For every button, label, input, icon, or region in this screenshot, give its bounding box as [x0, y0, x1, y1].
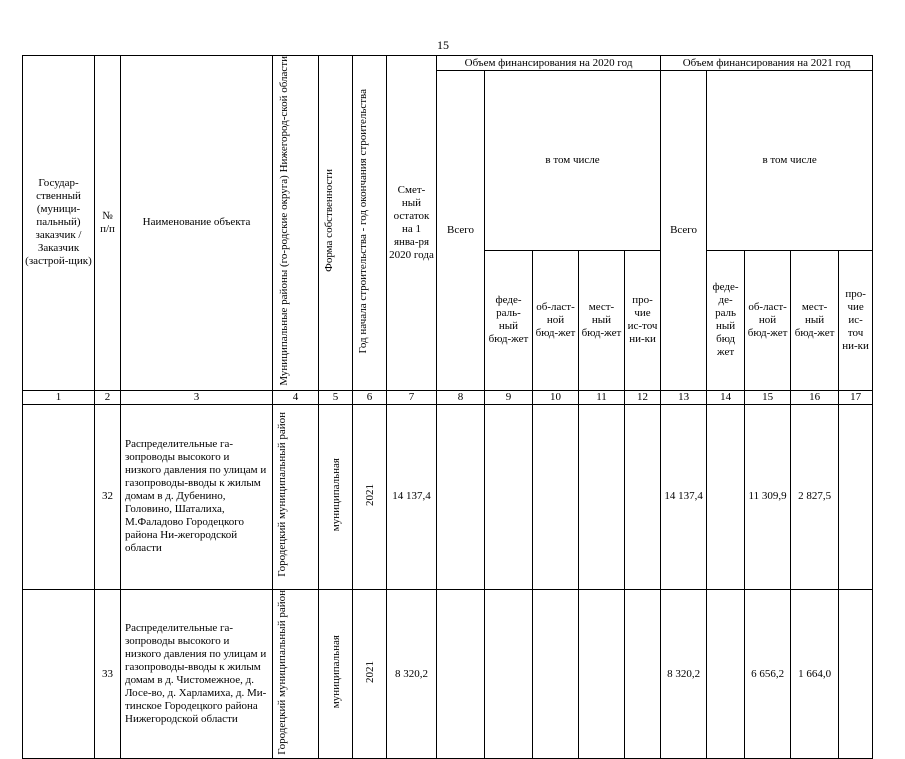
- header-ownership: Форма собственности: [319, 56, 353, 391]
- header-local-2021: мест-ный бюд-жет: [791, 250, 839, 390]
- header-total-2021: Всего: [661, 71, 707, 391]
- col-number: 14: [707, 390, 745, 404]
- cell-federal-2021: [707, 404, 745, 589]
- header-object-name: Наименование объекта: [121, 56, 273, 391]
- header-customer: Государ-ственный (муници-пальный) заказчик / Заказчик (застрой-щик): [23, 56, 95, 391]
- header-federal-2021: феде-де-раль ный бюд жет: [707, 250, 745, 390]
- cell-total-2020: [437, 404, 485, 589]
- cell-ownership: муниципальная: [319, 589, 353, 759]
- header-balance: Смет-ный остаток на 1 янва-ря 2020 года: [387, 56, 437, 391]
- cell-other-2021: [839, 404, 873, 589]
- cell-district: Городецкий муниципальный район: [273, 404, 319, 589]
- col-number: 10: [533, 390, 579, 404]
- cell-district: Городецкий муниципальный район: [273, 589, 319, 759]
- cell-years: 2021: [353, 404, 387, 589]
- cell-object-name: Распределительные га-зопроводы высокого и низкого давления по улицам и газопроводы-вводы к жилым домам в д. Дубенино, Головино, Шаталиха, М.Фаладово Городецкого района Ни-жегородской области: [121, 404, 273, 589]
- cell-regional-2020: [533, 589, 579, 759]
- cell-other-2020: [625, 589, 661, 759]
- cell-customer: [23, 589, 95, 759]
- cell-local-2021: 2 827,5: [791, 404, 839, 589]
- cell-local-2020: [579, 589, 625, 759]
- col-number: 16: [791, 390, 839, 404]
- cell-federal-2020: [485, 404, 533, 589]
- table-row: [23, 589, 873, 759]
- cell-customer: [23, 404, 95, 589]
- page-number: 15: [437, 38, 449, 52]
- header-fin-2020: Объем финансирования на 2020 год: [437, 56, 661, 71]
- header-fin-2021: Объем финансирования на 2021 год: [661, 56, 873, 71]
- header-other-2021: про-чие ис-точ ни-ки: [839, 250, 873, 390]
- col-number: 6: [353, 390, 387, 404]
- header-incl-2021: в том числе: [707, 71, 873, 251]
- cell-total-2020: [437, 589, 485, 759]
- col-number: 9: [485, 390, 533, 404]
- cell-local-2020: [579, 404, 625, 589]
- header-total-2020: Всего: [437, 71, 485, 391]
- col-number: 2: [95, 390, 121, 404]
- header-num: № п/п: [95, 56, 121, 391]
- header-local-2020: мест-ный бюд-жет: [579, 250, 625, 390]
- cell-other-2021: [839, 589, 873, 759]
- col-number: 11: [579, 390, 625, 404]
- header-incl-2020: в том числе: [485, 71, 661, 251]
- header-regional-2020: об-ласт-ной бюд-жет: [533, 250, 579, 390]
- header-district: Муниципальные районы (го-родские округа) Нижегород-ской области: [273, 56, 319, 391]
- cell-years: 2021: [353, 589, 387, 759]
- col-number: 1: [23, 390, 95, 404]
- cell-other-2020: [625, 404, 661, 589]
- cell-balance: 8 320,2: [387, 589, 437, 759]
- header-other-2020: про-чие ис-точ ни-ки: [625, 250, 661, 390]
- header-federal-2020: феде-раль-ный бюд-жет: [485, 250, 533, 390]
- col-number: 15: [745, 390, 791, 404]
- financing-table: [22, 55, 873, 759]
- header-years: Год начала строительства - год окончания строительства: [353, 56, 387, 391]
- column-number-row: [23, 390, 873, 404]
- col-number: 17: [839, 390, 873, 404]
- col-number: 12: [625, 390, 661, 404]
- cell-object-name: Распределительные га-зопроводы высокого и низкого давления по улицам и газопроводы-вводы к жилым домам в д. Чистомежное, д. Лосе-во, д. Харламиха, д. Ми-тинское Городецкого района Нижегородской области: [121, 589, 273, 759]
- col-number: 3: [121, 390, 273, 404]
- cell-balance: 14 137,4: [387, 404, 437, 589]
- col-number: 5: [319, 390, 353, 404]
- cell-total-2021: 8 320,2: [661, 589, 707, 759]
- header-regional-2021: об-ласт-ной бюд-жет: [745, 250, 791, 390]
- cell-regional-2021: 11 309,9: [745, 404, 791, 589]
- col-number: 4: [273, 390, 319, 404]
- cell-regional-2021: 6 656,2: [745, 589, 791, 759]
- col-number: 13: [661, 390, 707, 404]
- table-row: [23, 404, 873, 589]
- cell-local-2021: 1 664,0: [791, 589, 839, 759]
- col-number: 7: [387, 390, 437, 404]
- cell-federal-2021: [707, 589, 745, 759]
- cell-regional-2020: [533, 404, 579, 589]
- cell-ownership: муниципальная: [319, 404, 353, 589]
- cell-num: 33: [95, 589, 121, 759]
- col-number: 8: [437, 390, 485, 404]
- cell-num: 32: [95, 404, 121, 589]
- cell-federal-2020: [485, 589, 533, 759]
- cell-total-2021: 14 137,4: [661, 404, 707, 589]
